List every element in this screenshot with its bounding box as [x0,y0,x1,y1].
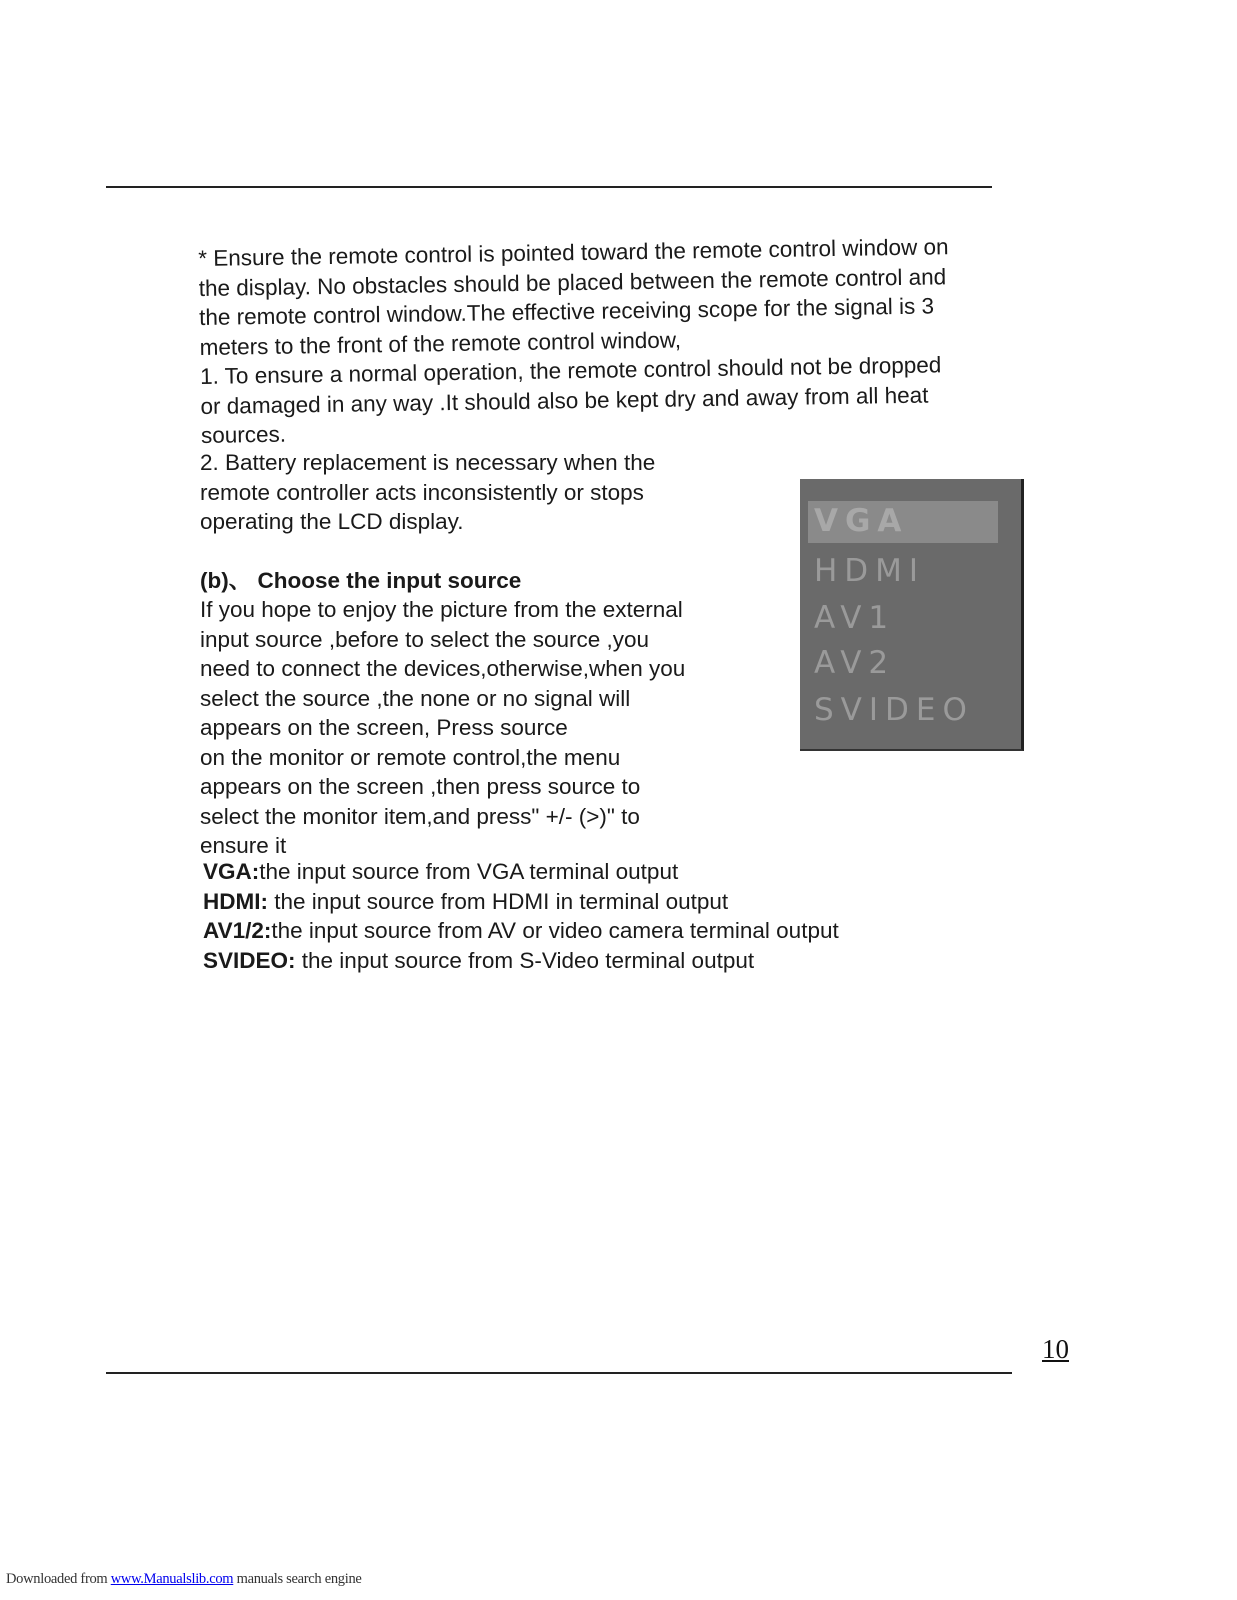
battery-line-1: 2. Battery replacement is necessary when the [200,450,656,475]
section-line-6: on the monitor or remote control,the menu [200,744,621,770]
download-footer [6,1571,362,1588]
definition-term: AV1/2: [203,918,272,943]
section-heading: (b)、 Choose the input source [200,567,522,593]
section-line-3: need to connect the devices,otherwise,when you [200,656,686,681]
intro-line-2: the display. No obstacles should be placed between the remote control and [198,263,947,301]
intro-line-6: or damaged in any way .It should also be kept dry and away from all heat [200,382,929,419]
definition-text: the input source from HDMI in terminal output [267,888,729,914]
section-line-4: select the source ,the none or no signal will [200,685,631,711]
battery-line-3: operating the LCD display. [200,509,464,534]
definition-text: the input source from S-Video terminal output [295,947,755,973]
footer-prefix: Downloaded from [6,1571,111,1587]
definition-text: the input source from AV or video camera terminal output [271,918,839,943]
osd-item-svideo: SVIDEO [814,692,974,728]
bottom-rule [106,1372,1012,1374]
definition-av [203,916,963,946]
definition-term: VGA: [203,859,260,884]
intro-line-5: 1. To ensure a normal operation, the remote control should not be dropped [199,352,942,389]
definition-term: HDMI: [203,888,268,914]
osd-item-av2: AV2 [814,645,896,681]
page-number: 10 [1042,1334,1069,1364]
manualslib-link[interactable]: www.Manualslib.com [110,1571,234,1587]
remote-control-notes [198,231,1033,451]
top-rule [106,186,992,188]
intro-line-7: sources. [200,421,287,448]
intro-line-1: * Ensure the remote control is pointed toward the remote control window on [198,234,949,271]
section-line-9: ensure it [200,833,287,858]
section-line-2: input source ,before to select the source ,you [200,626,650,652]
section-line-1: If you hope to enjoy the picture from the external [200,597,683,622]
section-line-5: appears on the screen, Press source [200,715,568,740]
intro-line-3: the remote control window.The effective receiving scope for the signal is 3 [198,293,935,330]
section-line-8: select the monitor item,and press" +/- (>)" to [200,803,640,829]
definition-vga [203,857,963,887]
definition-hdmi [203,887,963,917]
footer-suffix: manuals search engine [233,1571,362,1587]
osd-item-av1: AV1 [814,600,896,636]
definition-text: the input source from VGA terminal output [259,859,679,884]
osd-item-hdmi: HDMI [814,553,926,589]
intro-line-4: meters to the front of the remote control window, [199,326,682,360]
definition-term: SVIDEO: [203,947,296,973]
osd-source-menu [800,479,1024,751]
input-source-section [200,448,760,861]
definition-svideo [203,946,963,976]
source-definitions [203,857,963,975]
battery-line-2: remote controller acts inconsistently or stops [200,479,644,505]
osd-item-vga: VGA [808,501,998,543]
section-line-7: appears on the screen ,then press source to [200,774,641,799]
